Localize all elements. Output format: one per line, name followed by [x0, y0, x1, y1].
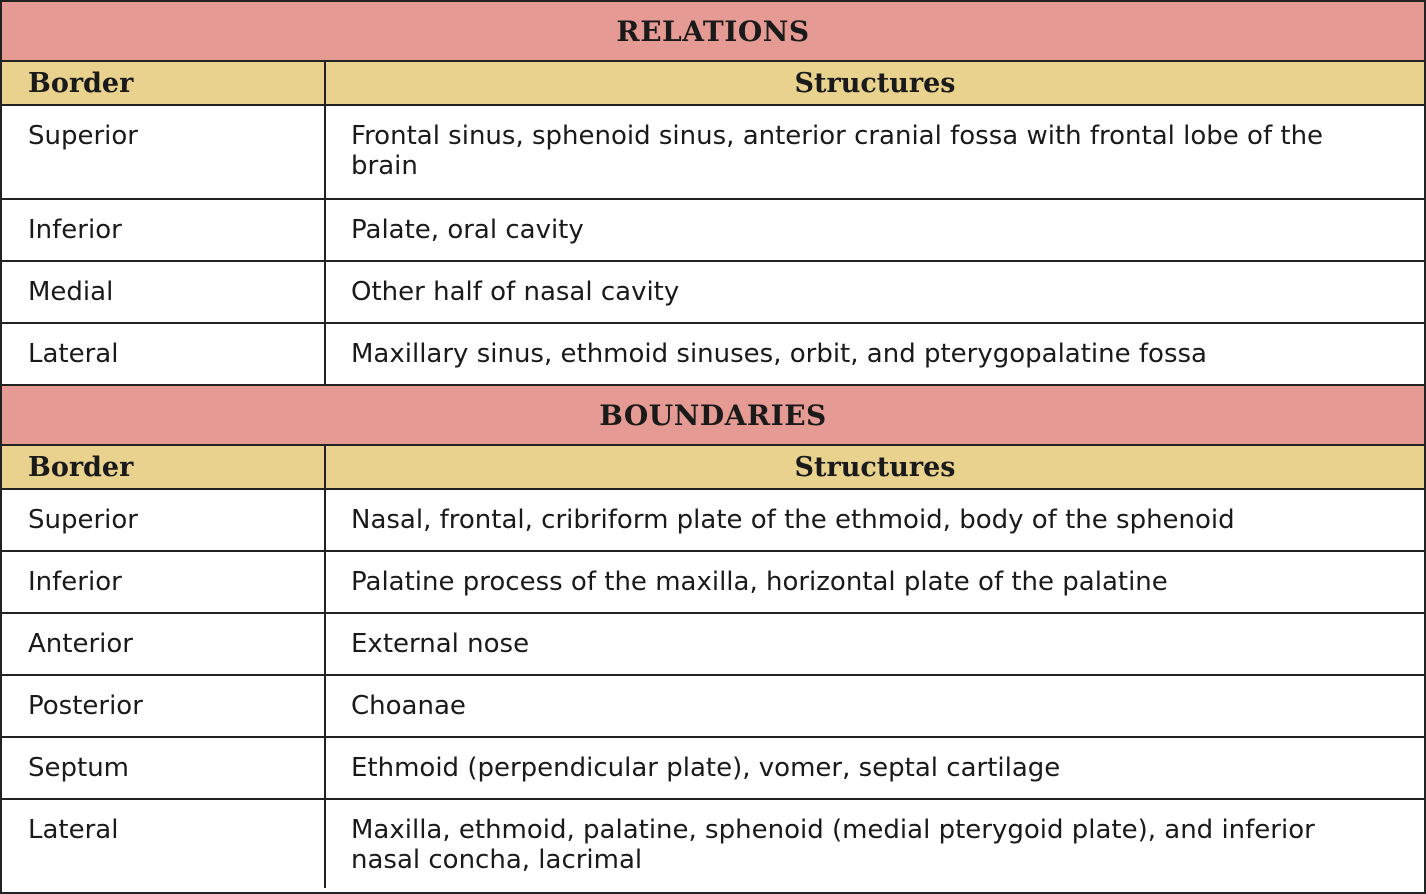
column-header-border: Border [2, 446, 326, 488]
table-row [2, 738, 1424, 800]
table-row [2, 324, 1424, 386]
border-cell: Anterior [2, 614, 326, 674]
border-cell: Inferior [2, 552, 326, 612]
structures-cell: Frontal sinus, sphenoid sinus, anterior cranial fossa with frontal lobe of the brain [351, 121, 1324, 181]
structures-cell: Ethmoid (perpendicular plate), vomer, septal cartilage [351, 753, 1061, 783]
table-row [2, 200, 1424, 262]
structures-cell: Palatine process of the maxilla, horizontal plate of the palatine [351, 567, 1168, 597]
table-row [2, 262, 1424, 324]
column-header-border: Border [2, 62, 326, 104]
border-cell: Superior [2, 490, 326, 550]
structures-cell: Maxilla, ethmoid, palatine, sphenoid (medial pterygoid plate), and inferior nasal concha, lacrimal [351, 815, 1315, 875]
table-row [2, 614, 1424, 676]
border-cell: Lateral [2, 324, 326, 384]
border-cell: Lateral [2, 800, 326, 888]
column-header-structures: Structures [794, 67, 956, 99]
section-title-relations: RELATIONS [2, 2, 1424, 62]
structures-cell: Maxillary sinus, ethmoid sinuses, orbit, and pterygopalatine fossa [351, 339, 1207, 369]
column-header-structures: Structures [794, 451, 956, 483]
section-title-boundaries: BOUNDARIES [2, 386, 1424, 446]
table-row [2, 676, 1424, 738]
border-cell: Inferior [2, 200, 326, 260]
border-cell: Medial [2, 262, 326, 322]
structures-cell: Other half of nasal cavity [351, 277, 680, 307]
structures-cell: Nasal, frontal, cribriform plate of the ethmoid, body of the sphenoid [351, 505, 1235, 535]
table-row [2, 106, 1424, 200]
structures-cell: Palate, oral cavity [351, 215, 584, 245]
border-cell: Septum [2, 738, 326, 798]
border-cell: Posterior [2, 676, 326, 736]
border-cell: Superior [2, 106, 326, 198]
structures-cell: External nose [351, 629, 530, 659]
structures-cell: Choanae [351, 691, 466, 721]
table-row [2, 490, 1424, 552]
table-row [2, 800, 1424, 888]
table-row [2, 552, 1424, 614]
table-header-row [2, 446, 1424, 490]
table-header-row [2, 62, 1424, 106]
